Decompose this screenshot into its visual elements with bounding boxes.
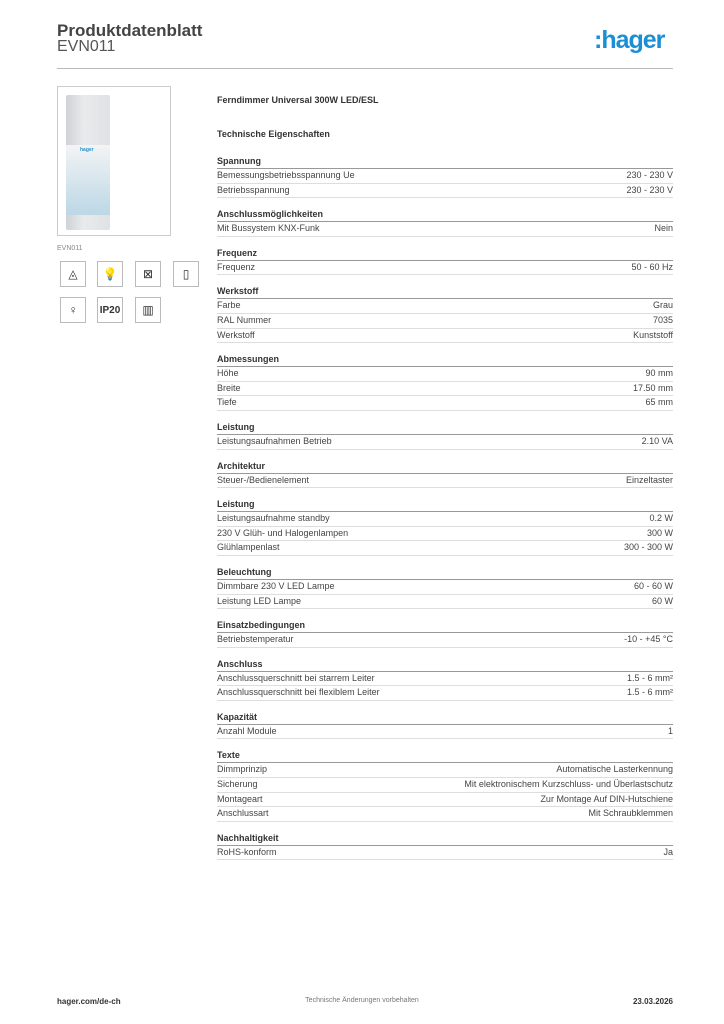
row-value: Ja	[663, 846, 673, 857]
table-row	[217, 382, 673, 397]
image-caption: EVN011	[57, 245, 83, 252]
row-label: 230 V Glüh- und Halogenlampen	[217, 527, 349, 538]
section-header: Abmessungen	[217, 352, 673, 367]
row-label: Montageart	[217, 793, 263, 804]
header-divider	[57, 68, 673, 69]
table-row	[217, 474, 673, 489]
section-header: Leistung	[217, 497, 673, 512]
section	[217, 352, 673, 411]
section-header: Leistung	[217, 420, 673, 435]
section-header: Werkstoff	[217, 284, 673, 299]
row-value: 300 W	[646, 527, 673, 538]
row-value: Einzeltaster	[625, 474, 673, 485]
row-value: Zur Montage Auf DIN-Hutschiene	[540, 793, 673, 804]
table-row	[217, 763, 673, 778]
row-label: Farbe	[217, 300, 241, 311]
section	[217, 657, 673, 701]
page-title: Produktdatenblatt	[57, 21, 203, 40]
section-header: Architektur	[217, 459, 673, 474]
row-label: Dimmbare 230 V LED Lampe	[217, 580, 335, 591]
table-row	[217, 778, 673, 793]
row-value: 17.50 mm	[632, 382, 673, 393]
row-value: 7035	[652, 314, 673, 325]
row-value: 230 - 230 V	[626, 170, 673, 180]
section-header: Nachhaltigkeit	[217, 831, 673, 846]
section	[217, 748, 673, 821]
row-label: Leistungsaufnahme standby	[217, 513, 330, 524]
table-row	[217, 222, 673, 237]
section	[217, 207, 673, 237]
row-label: Mit Bussystem KNX-Funk	[217, 223, 320, 234]
section	[217, 710, 673, 740]
table-row	[217, 672, 673, 687]
section-header: Anschluss	[217, 657, 673, 672]
row-label: Leistungsaufnahmen Betrieb	[217, 435, 332, 446]
table-row	[217, 184, 673, 199]
table-row	[217, 396, 673, 411]
row-value: 1.5 - 6 mm²	[626, 672, 673, 683]
section	[217, 154, 673, 198]
section-header: Einsatzbedingungen	[217, 618, 673, 633]
table-row	[217, 846, 673, 861]
product-code: EVN011	[57, 38, 116, 55]
table-row	[217, 512, 673, 527]
lamp-icon: ◬	[60, 261, 86, 287]
row-value: 60 - 60 W	[633, 580, 673, 591]
table-row	[217, 793, 673, 808]
row-value: 60 W	[651, 595, 673, 606]
table-row	[217, 686, 673, 701]
row-value: 90 mm	[645, 368, 673, 379]
row-value: Mit elektronischem Kurzschluss- und Überlastschutz	[464, 779, 673, 790]
row-label: RoHS-konform	[217, 846, 277, 857]
section	[217, 246, 673, 276]
section	[217, 618, 673, 648]
row-label: Glühlampenlast	[217, 542, 280, 553]
footer-website[interactable]: hager.com/de-ch	[57, 997, 121, 1006]
row-label: Steuer-/Bedienelement	[217, 474, 310, 485]
row-value: Kunststoff	[633, 329, 673, 340]
row-label: Tiefe	[217, 397, 237, 408]
section-title: Technische Eigenschaften	[217, 129, 330, 139]
row-value: -10 - +45 °C	[624, 634, 673, 645]
section	[217, 284, 673, 343]
hager-logo: :hager	[594, 26, 665, 54]
row-label: Leistung LED Lampe	[217, 595, 302, 606]
table-row	[217, 314, 673, 329]
row-label: Bemessungsbetriebsspannung Ue	[217, 170, 355, 180]
cfl-icon: ▯	[173, 261, 199, 287]
row-label: Frequenz	[217, 261, 256, 272]
row-label: Höhe	[217, 368, 239, 379]
row-value: 300 - 300 W	[623, 542, 673, 553]
section-header: Beleuchtung	[217, 565, 673, 580]
table-row	[217, 580, 673, 595]
section-header: Frequenz	[217, 246, 673, 261]
row-value: 230 - 230 V	[626, 184, 673, 195]
row-value: 1	[667, 725, 673, 736]
section	[217, 420, 673, 450]
row-value: 0.2 W	[649, 513, 673, 524]
bulb-ecc-icon: 💡	[97, 261, 123, 287]
row-label: Breite	[217, 382, 241, 393]
product-image	[57, 86, 171, 236]
row-label: Anschlussquerschnitt bei flexiblem Leiter	[217, 687, 380, 698]
row-label: Werkstoff	[217, 329, 255, 340]
transformer-icon: ⊠	[135, 261, 161, 287]
section-header: Spannung	[217, 154, 673, 169]
section	[217, 497, 673, 556]
ip20-icon: IP20	[97, 297, 123, 323]
dimmer-icon: ▥	[135, 297, 161, 323]
row-value: Automatische Lasterkennung	[556, 764, 673, 775]
section	[217, 459, 673, 489]
device-logo: hager	[80, 147, 94, 153]
footer-date: 23.03.2026	[632, 997, 673, 1006]
row-label: Anschlussart	[217, 808, 269, 819]
section-header: Anschlussmöglichkeiten	[217, 207, 673, 222]
bulb-icon: ♀	[60, 297, 86, 323]
row-label: Betriebstemperatur	[217, 634, 294, 645]
row-label: Anschlussquerschnitt bei starrem Leiter	[217, 672, 375, 683]
table-row	[217, 169, 673, 184]
row-label: Betriebsspannung	[217, 184, 290, 195]
row-value: 1.5 - 6 mm²	[626, 687, 673, 698]
table-row	[217, 367, 673, 382]
product-name: Ferndimmer Universal 300W LED/ESL	[217, 95, 379, 105]
row-value: Mit Schraubklemmen	[588, 808, 673, 819]
row-value: Nein	[654, 223, 673, 234]
table-row	[217, 807, 673, 822]
section-header: Texte	[217, 748, 673, 763]
table-row	[217, 435, 673, 450]
table-row	[217, 329, 673, 344]
row-label: Dimmprinzip	[217, 764, 268, 775]
row-value: 2.10 VA	[641, 435, 673, 446]
table-row	[217, 595, 673, 610]
table-row	[217, 633, 673, 648]
table-row	[217, 261, 673, 276]
datasheet	[217, 95, 673, 860]
footer-note: Technische Änderungen vorbehalten	[305, 997, 419, 1004]
table-row	[217, 527, 673, 542]
table-row	[217, 299, 673, 314]
row-value: Grau	[652, 300, 673, 311]
section-header: Kapazität	[217, 710, 673, 725]
row-label: RAL Nummer	[217, 314, 272, 325]
row-value: 65 mm	[645, 397, 673, 408]
section	[217, 565, 673, 609]
row-label: Sicherung	[217, 779, 258, 790]
section	[217, 831, 673, 861]
table-row	[217, 725, 673, 740]
table-row	[217, 541, 673, 556]
row-label: Anzahl Module	[217, 725, 277, 736]
device-illustration	[66, 95, 110, 230]
row-value: 50 - 60 Hz	[631, 261, 673, 272]
